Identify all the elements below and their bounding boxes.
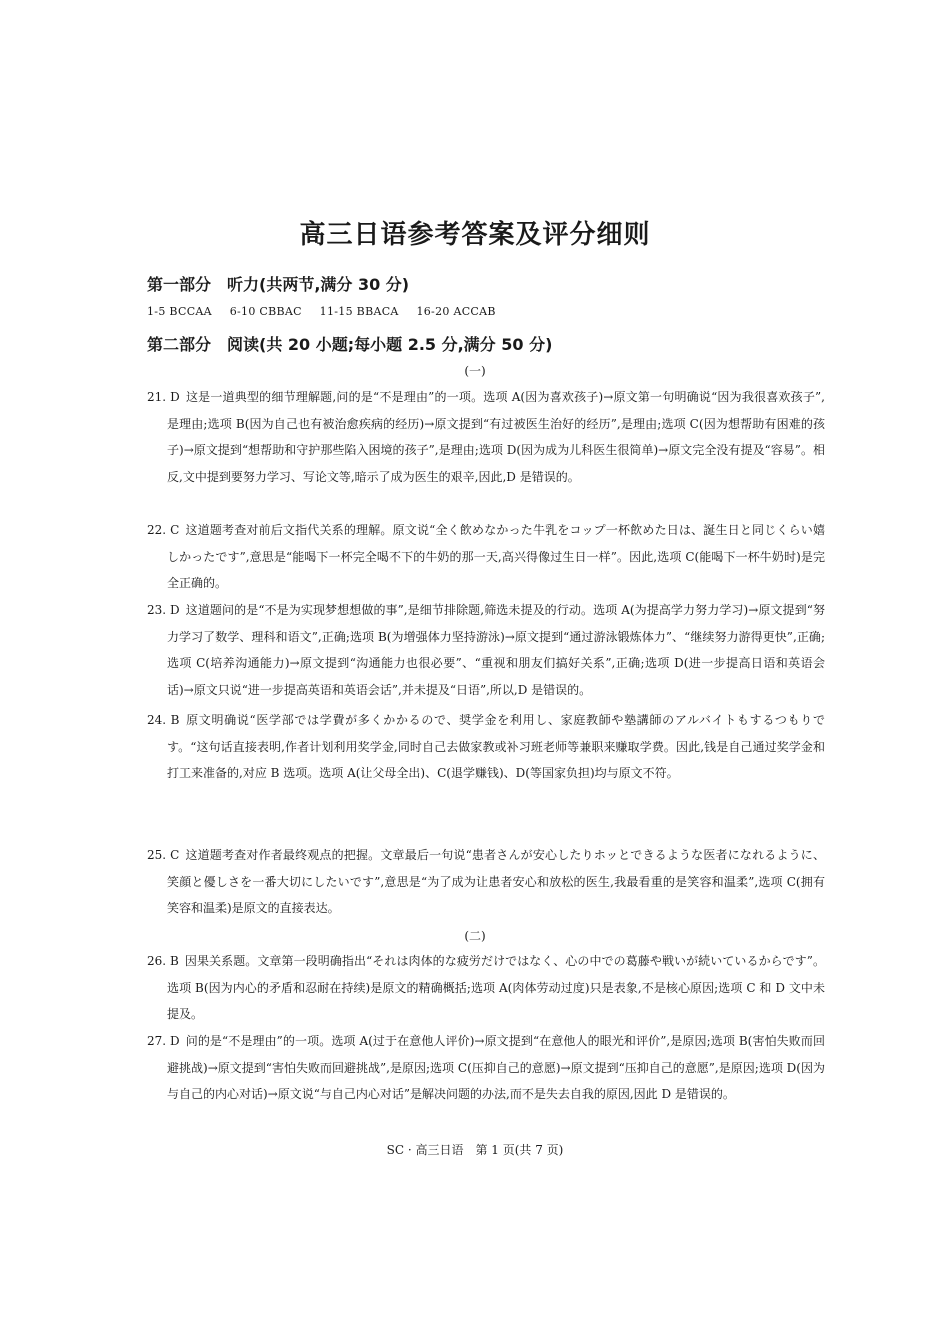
item-number: 22. C	[147, 523, 180, 537]
answer-item-24	[147, 707, 825, 787]
item-explanation: 这道题考查对作者最终观点的把握。文章最后一句说“患者さんが安心したりホッとできるような医者になれるように、笑顔と優しさを一番大切にしたいです”,意思是“为了成为让患者安心和放松的医生,我最看重的是笑容和温柔”,选项 C(拥有笑容和温柔)是原文的直接表达。	[167, 848, 825, 915]
item-number: 21. D	[147, 390, 180, 404]
answer-item-26	[147, 948, 825, 1028]
listening-answers	[147, 305, 510, 318]
answer-group: 6-10 CBBAC	[229, 305, 302, 318]
page-title: 高三日语参考答案及评分细则	[299, 220, 651, 250]
page-footer: SC · 高三日语 第 1 页(共 7 页)	[386, 1143, 564, 1157]
section-label-2: (二)	[464, 929, 486, 943]
answer-item-22	[147, 517, 825, 597]
item-explanation: 问的是“不是理由”的一项。选项 A(过于在意他人评价)→原文提到“在意他人的眼光和评价”,是原因;选项 B(害怕失败而回避挑战)→原文提到“害怕失败而回避挑战”,是原因;选项 C(压抑自己的意愿)→原文提到“压抑自己的意愿”,是原因;选项 D(因为与自己的内心对话)→原文说“与自己内心对话”是解决问题的办法,而不是失去自我的原因,因此 D 是错误的。	[167, 1034, 825, 1101]
item-number: 24. B	[147, 713, 180, 727]
answer-group: 11-15 BBACA	[319, 305, 399, 318]
item-explanation: 因果关系题。文章第一段明确指出“それは肉体的な疲労だけではなく、心の中での葛藤や戦いが続いているからです”。选项 B(因为内心的矛盾和忍耐在持续)是原文的精确概括;选项 A(肉体劳动过度)只是表象,不是核心原因;选项 C 和 D 文中未提及。	[167, 954, 825, 1021]
part2-heading: 第二部分 阅读(共 20 小题;每小题 2.5 分,满分 50 分)	[147, 335, 553, 354]
item-number: 23. D	[147, 603, 180, 617]
item-explanation: 原文明确说“医学部では学費が多くかかるので、奨学金を利用し、家庭教師や塾講師のアルバイトもするつもりです。“这句话直接表明,作者计划利用奖学金,同时自己去做家教或补习班老师等兼职来赚取学费。因此,钱是自己通过奖学金和打工来准备的,对应 B 选项。选项 A(让父母全出)、C(退学赚钱)、D(等国家负担)均与原文不符。	[167, 713, 825, 780]
answer-item-25	[147, 842, 825, 922]
item-explanation: 这道题考查对前后文指代关系的理解。原文说“全く飲めなかった牛乳をコップ一杯飲めた日は、誕生日と同じくらい嬉しかったです”,意思是“能喝下一杯完全喝不下的牛奶的那一天,高兴得像过生日一样”。因此,选项 C(能喝下一杯牛奶时)是完全正确的。	[167, 523, 825, 590]
item-explanation: 这是一道典型的细节理解题,问的是“不是理由”的一项。选项 A(因为喜欢孩子)→原文第一句明确说“因为我很喜欢孩子”,是理由;选项 B(因为自己也有被治愈疾病的经历)→原文提到“有过被医生治好的经历”,是理由;选项 C(因为想帮助有困难的孩子)→原文提到“想帮助和守护那些陷入困境的孩子”,是理由;选项 D(因为成为儿科医生很简单)→原文完全没有提及“容易”。相反,文中提到要努力学习、写论文等,暗示了成为医生的艰辛,因此,D 是错误的。	[167, 390, 825, 484]
item-number: 27. D	[147, 1034, 180, 1048]
item-number: 25. C	[147, 848, 180, 862]
section-label-1: (一)	[464, 364, 486, 378]
answer-item-27	[147, 1028, 825, 1108]
answer-group: 1-5 BCCAA	[147, 305, 212, 318]
answer-item-21	[147, 384, 825, 490]
item-explanation: 这道题问的是“不是为实现梦想想做的事”,是细节排除题,筛选未提及的行动。选项 A(为提高学力努力学习)→原文提到“努力学习了数学、理科和语文”,正确;选项 B(为增强体力坚持游泳)→原文提到“通过游泳锻炼体力”、“继续努力游得更快”,正确;选项 C(培养沟通能力)→原文提到“沟通能力也很必要”、“重视和朋友们搞好关系”,正确;选项 D(进一步提高日语和英语会话)→原文只说“进一步提高英语和英语会话”,并未提及“日语”,所以,D 是错误的。	[167, 603, 825, 697]
answer-item-23	[147, 597, 825, 703]
item-number: 26. B	[147, 954, 179, 968]
answer-group: 16-20 ACCAB	[416, 305, 496, 318]
part1-heading: 第一部分 听力(共两节,满分 30 分)	[147, 275, 410, 294]
